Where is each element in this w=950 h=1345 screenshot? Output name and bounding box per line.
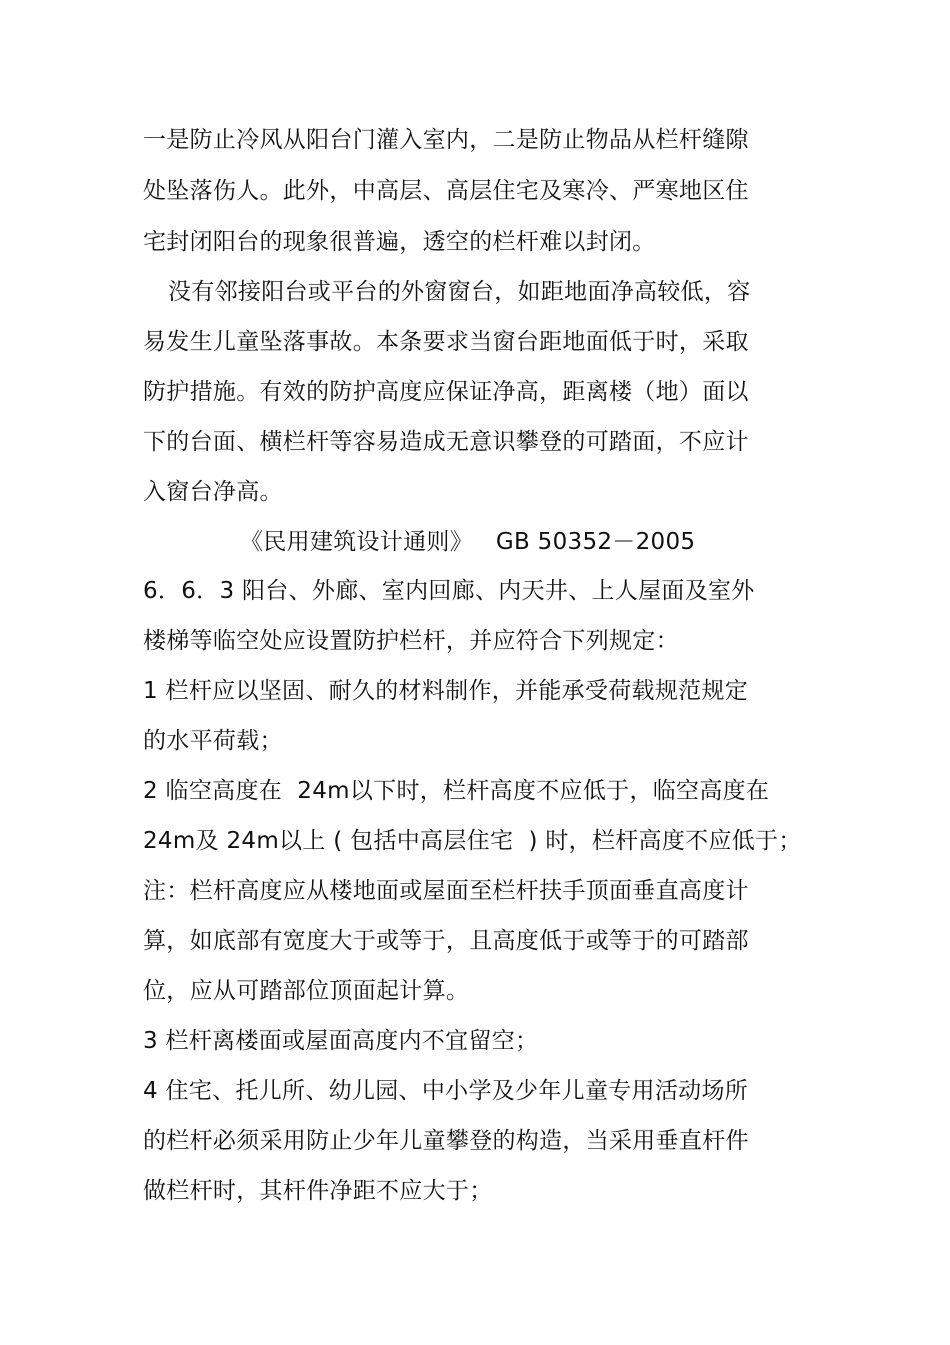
item-2-line-2: 24m及 24m以上 ( 包括中高层住宅 ) 时，栏杆高度不应低于； (143, 828, 802, 854)
item-4-line-2: 的栏杆必须采用防止少年儿童攀登的构造，当采用垂直杆件 (143, 1128, 749, 1154)
note-line-2: 算，如底部有宽度大于或等于，且高度低于或等于的可踏部 (143, 928, 749, 954)
paragraph-2-line-2: 易发生儿童坠落事故。本条要求当窗台距地面低于时，采取 (143, 329, 749, 355)
clause-line-2: 楼梯等临空处应设置防护栏杆，并应符合下列规定： (143, 628, 679, 654)
item-4-line-1: 4 住宅、托儿所、幼儿园、中小学及少年儿童专用活动场所 (143, 1078, 749, 1104)
paragraph-1-line-3: 宅封闭阳台的现象很普遍，透空的栏杆难以封闭。 (143, 229, 656, 255)
note-line-1: 注：栏杆高度应从楼地面或屋面至栏杆扶手顶面垂直高度计 (143, 878, 749, 904)
item-4-line-3: 做栏杆时，其杆件净距不应大于； (143, 1178, 493, 1204)
paragraph-2-line-4: 下的台面、横栏杆等容易造成无意识攀登的可踏面，不应计 (143, 429, 749, 455)
paragraph-2-line-3: 防护措施。有效的防护高度应保证净高，距离楼（地）面以 (143, 379, 749, 405)
note-line-3: 位，应从可踏部位顶面起计算。 (143, 978, 470, 1004)
item-1-line-2: 的水平荷载； (143, 728, 283, 754)
paragraph-1-line-2: 处坠落伤人。此外，中高层、高层住宅及寒冷、严寒地区住 (143, 178, 749, 204)
item-2-line-1: 2 临空高度在 24m以下时，栏杆高度不应低于，临空高度在 (143, 778, 770, 804)
item-3-line-1: 3 栏杆离楼面或屋面高度内不宜留空； (143, 1028, 539, 1054)
paragraph-1-line-1: 一是防止冷风从阳台门灌入室内，二是防止物品从栏杆缝隙 (143, 127, 749, 153)
paragraph-2-line-5: 入窗台净高。 (143, 479, 283, 505)
item-1-line-1: 1 栏杆应以坚固、耐久的材料制作，并能承受荷载规范规定 (143, 678, 749, 704)
paragraph-2-line-1: 没有邻接阳台或平台的外窗窗台，如距地面净高较低，容 (168, 279, 751, 305)
standard-title: 《民用建筑设计通则》 GB 50352－2005 (240, 529, 696, 555)
clause-line-1: 6．6．3 阳台、外廊、室内回廊、内天井、上人屋面及室外 (143, 578, 755, 604)
